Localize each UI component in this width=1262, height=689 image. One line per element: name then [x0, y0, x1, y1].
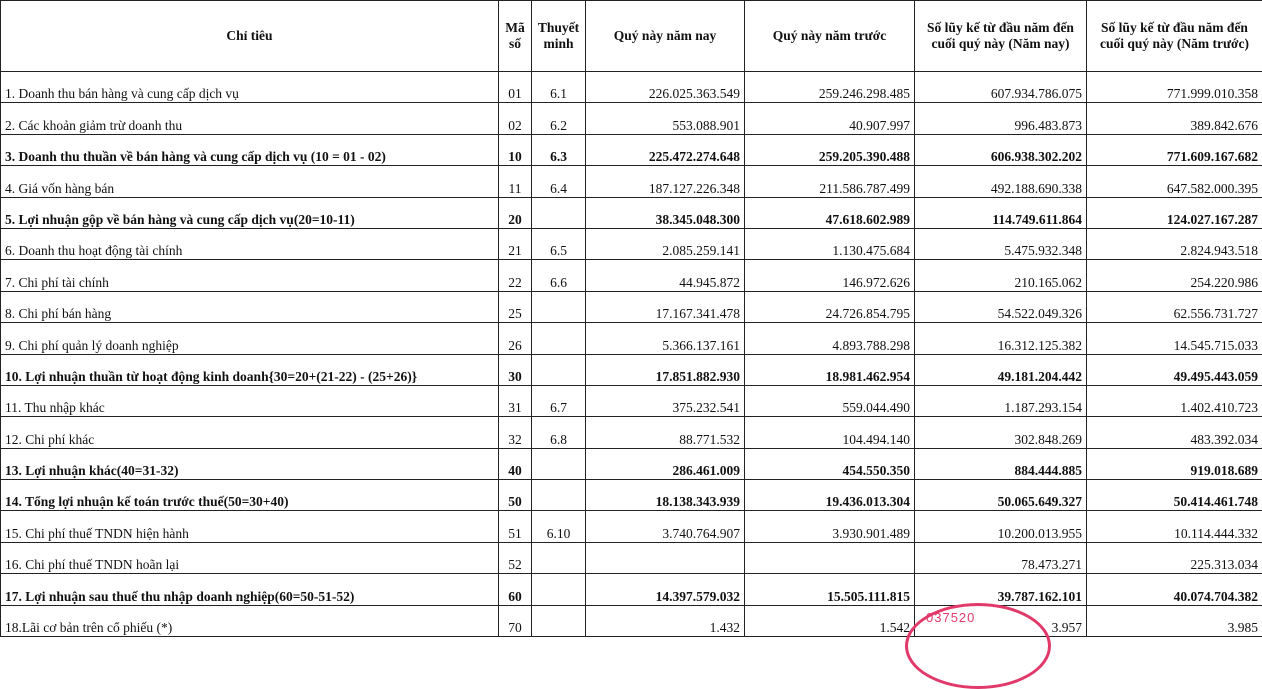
table-row: [1, 448, 1262, 479]
row-code: 26: [499, 323, 532, 354]
row-ytd-this: 607.934.786.075: [915, 72, 1087, 103]
row-q-this: 44.945.872: [586, 260, 745, 291]
row-code: 20: [499, 197, 532, 228]
row-ytd-this: 884.444.885: [915, 448, 1087, 479]
header-ytd-last-year: Số lũy kế từ đầu năm đến cuối quý này (Năm trước): [1087, 1, 1262, 72]
table-row: [1, 260, 1262, 291]
row-code: 10: [499, 134, 532, 165]
row-name: 17. Lợi nhuận sau thuế thu nhập doanh nghiệp(60=50-51-52): [1, 574, 499, 605]
row-code: 11: [499, 166, 532, 197]
row-q-this: 17.851.882.930: [586, 354, 745, 385]
header-note: Thuyết minh: [532, 1, 586, 72]
row-note: [532, 605, 586, 636]
table-row: [1, 103, 1262, 134]
row-q-this: 2.085.259.141: [586, 228, 745, 259]
header-this-quarter-last-year: Quý này năm trước: [745, 1, 915, 72]
row-q-this: 226.025.363.549: [586, 72, 745, 103]
row-q-this: 14.397.579.032: [586, 574, 745, 605]
row-note: 6.4: [532, 166, 586, 197]
row-q-last: 40.907.997: [745, 103, 915, 134]
row-code: 31: [499, 385, 532, 416]
row-ytd-this: 54.522.049.326: [915, 291, 1087, 322]
table-row: [1, 72, 1262, 103]
row-ytd-last: 771.999.010.358: [1087, 72, 1262, 103]
row-ytd-this: 39.787.162.101: [915, 574, 1087, 605]
row-ytd-this: 78.473.271: [915, 542, 1087, 573]
row-ytd-last: 919.018.689: [1087, 448, 1262, 479]
row-note: [532, 542, 586, 573]
row-ytd-this: 49.181.204.442: [915, 354, 1087, 385]
row-ytd-last: 647.582.000.395: [1087, 166, 1262, 197]
row-code: 51: [499, 511, 532, 542]
row-q-last: 47.618.602.989: [745, 197, 915, 228]
row-code: 50: [499, 480, 532, 511]
table-row: [1, 197, 1262, 228]
row-ytd-this: 1.187.293.154: [915, 385, 1087, 416]
row-name: 12. Chi phí khác: [1, 417, 499, 448]
row-q-last: 19.436.013.304: [745, 480, 915, 511]
row-q-this: 17.167.341.478: [586, 291, 745, 322]
row-ytd-this: 114.749.611.864: [915, 197, 1087, 228]
row-name: 8. Chi phí bán hàng: [1, 291, 499, 322]
row-code: 25: [499, 291, 532, 322]
row-q-last: 104.494.140: [745, 417, 915, 448]
row-name: 15. Chi phí thuế TNDN hiện hành: [1, 511, 499, 542]
row-note: [532, 323, 586, 354]
row-note: [532, 354, 586, 385]
row-note: [532, 574, 586, 605]
row-code: 70: [499, 605, 532, 636]
row-code: 60: [499, 574, 532, 605]
table-row: [1, 354, 1262, 385]
row-ytd-last: 62.556.731.727: [1087, 291, 1262, 322]
table-row: [1, 385, 1262, 416]
row-code: 01: [499, 72, 532, 103]
row-ytd-this: 10.200.013.955: [915, 511, 1087, 542]
row-ytd-this: 3.957: [915, 605, 1087, 636]
row-note: 6.5: [532, 228, 586, 259]
row-note: 6.2: [532, 103, 586, 134]
row-q-this: 286.461.009: [586, 448, 745, 479]
table-row: [1, 166, 1262, 197]
row-name: 9. Chi phí quản lý doanh nghiệp: [1, 323, 499, 354]
row-q-this: 3.740.764.907: [586, 511, 745, 542]
row-q-last: 211.586.787.499: [745, 166, 915, 197]
row-q-last: 259.205.390.488: [745, 134, 915, 165]
header-row: [1, 1, 1262, 72]
row-ytd-last: 771.609.167.682: [1087, 134, 1262, 165]
row-note: [532, 480, 586, 511]
row-q-this: 1.432: [586, 605, 745, 636]
table-row: [1, 291, 1262, 322]
row-q-this: 375.232.541: [586, 385, 745, 416]
row-q-last: 146.972.626: [745, 260, 915, 291]
row-name: 13. Lợi nhuận khác(40=31-32): [1, 448, 499, 479]
row-q-this: 225.472.274.648: [586, 134, 745, 165]
header-indicator: Chỉ tiêu: [1, 1, 499, 72]
header-this-quarter-this-year: Quý này năm nay: [586, 1, 745, 72]
row-name: 10. Lợi nhuận thuần từ hoạt động kinh doanh{30=20+(21-22) - (25+26)}: [1, 354, 499, 385]
table-row: [1, 134, 1262, 165]
row-name: 5. Lợi nhuận gộp về bán hàng và cung cấp dịch vụ(20=10-11): [1, 197, 499, 228]
row-ytd-last: 50.414.461.748: [1087, 480, 1262, 511]
table-row: [1, 605, 1262, 636]
row-name: 3. Doanh thu thuần về bán hàng và cung cấp dịch vụ (10 = 01 - 02): [1, 134, 499, 165]
row-ytd-this: 606.938.302.202: [915, 134, 1087, 165]
row-q-last: 559.044.490: [745, 385, 915, 416]
row-ytd-this: 302.848.269: [915, 417, 1087, 448]
table-row: [1, 511, 1262, 542]
row-q-last: 1.130.475.684: [745, 228, 915, 259]
row-q-last: 4.893.788.298: [745, 323, 915, 354]
row-ytd-last: 225.313.034: [1087, 542, 1262, 573]
row-ytd-last: 1.402.410.723: [1087, 385, 1262, 416]
row-ytd-this: 16.312.125.382: [915, 323, 1087, 354]
row-ytd-this: 50.065.649.327: [915, 480, 1087, 511]
row-ytd-last: 14.545.715.033: [1087, 323, 1262, 354]
row-ytd-this: 996.483.873: [915, 103, 1087, 134]
row-note: 6.7: [532, 385, 586, 416]
table-row: [1, 542, 1262, 573]
row-code: 32: [499, 417, 532, 448]
row-ytd-last: 483.392.034: [1087, 417, 1262, 448]
row-ytd-last: 10.114.444.332: [1087, 511, 1262, 542]
row-note: 6.1: [532, 72, 586, 103]
row-code: 52: [499, 542, 532, 573]
row-note: [532, 448, 586, 479]
stamp-number: 037520: [926, 610, 975, 625]
row-name: 11. Thu nhập khác: [1, 385, 499, 416]
row-q-last: 454.550.350: [745, 448, 915, 479]
row-q-last: 24.726.854.795: [745, 291, 915, 322]
row-ytd-last: 254.220.986: [1087, 260, 1262, 291]
row-note: 6.6: [532, 260, 586, 291]
row-code: 02: [499, 103, 532, 134]
table-row: [1, 323, 1262, 354]
row-note: 6.3: [532, 134, 586, 165]
row-q-this: 5.366.137.161: [586, 323, 745, 354]
row-name: 6. Doanh thu hoạt động tài chính: [1, 228, 499, 259]
row-q-this: 88.771.532: [586, 417, 745, 448]
row-ytd-this: 210.165.062: [915, 260, 1087, 291]
row-code: 21: [499, 228, 532, 259]
row-name: 14. Tổng lợi nhuận kế toán trước thuế(50=30+40): [1, 480, 499, 511]
row-q-last: 1.542: [745, 605, 915, 636]
row-ytd-last: 2.824.943.518: [1087, 228, 1262, 259]
header-ytd-this-year: Số lũy kế từ đầu năm đến cuối quý này (Năm nay): [915, 1, 1087, 72]
row-name: 18.Lãi cơ bản trên cổ phiếu (*): [1, 605, 499, 636]
row-q-this: 38.345.048.300: [586, 197, 745, 228]
row-q-last: 18.981.462.954: [745, 354, 915, 385]
row-note: 6.8: [532, 417, 586, 448]
table-row: [1, 480, 1262, 511]
row-name: 4. Giá vốn hàng bán: [1, 166, 499, 197]
row-q-this: 18.138.343.939: [586, 480, 745, 511]
row-name: 1. Doanh thu bán hàng và cung cấp dịch vụ: [1, 72, 499, 103]
row-ytd-last: 3.985: [1087, 605, 1262, 636]
row-code: 22: [499, 260, 532, 291]
row-ytd-last: 49.495.443.059: [1087, 354, 1262, 385]
row-note: 6.10: [532, 511, 586, 542]
row-q-this: 553.088.901: [586, 103, 745, 134]
row-name: 16. Chi phí thuế TNDN hoãn lại: [1, 542, 499, 573]
row-note: [532, 197, 586, 228]
row-code: 30: [499, 354, 532, 385]
row-q-last: [745, 542, 915, 573]
table-row: [1, 574, 1262, 605]
row-q-last: 15.505.111.815: [745, 574, 915, 605]
row-note: [532, 291, 586, 322]
row-ytd-last: 389.842.676: [1087, 103, 1262, 134]
row-ytd-this: 492.188.690.338: [915, 166, 1087, 197]
row-q-last: 3.930.901.489: [745, 511, 915, 542]
table-row: [1, 417, 1262, 448]
row-q-last: 259.246.298.485: [745, 72, 915, 103]
row-ytd-this: 5.475.932.348: [915, 228, 1087, 259]
row-name: 2. Các khoản giảm trừ doanh thu: [1, 103, 499, 134]
row-code: 40: [499, 448, 532, 479]
row-name: 7. Chi phí tài chính: [1, 260, 499, 291]
row-q-this: 187.127.226.348: [586, 166, 745, 197]
row-ytd-last: 124.027.167.287: [1087, 197, 1262, 228]
row-ytd-last: 40.074.704.382: [1087, 574, 1262, 605]
row-q-this: [586, 542, 745, 573]
table-row: [1, 228, 1262, 259]
header-code: Mã số: [499, 1, 532, 72]
